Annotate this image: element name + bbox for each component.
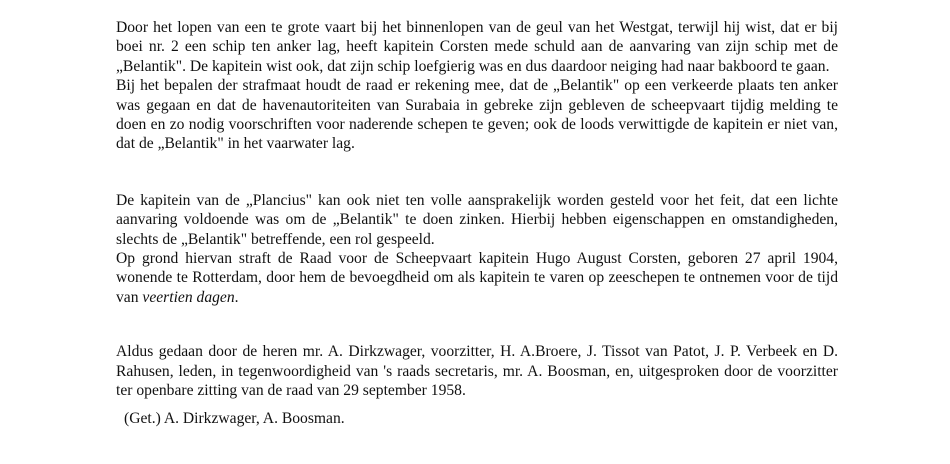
paragraph-verdict bbox=[116, 249, 838, 307]
paragraph-text: Door het lopen van een te grote vaart bij het binnenlopen van de geul van het Westgat, terwijl hij wist, dat er bij boei nr. 2 een schip ten anker lag, heeft kapitein Corsten mede schuld aan de aanvaring van zijn schip met de „Belantik". De kapitein wist ook, dat zijn schip loefgierig was en dus daardoor neiging had naar bakboord te gaan. bbox=[116, 19, 838, 75]
paragraph-text: Bij het bepalen der strafmaat houdt de raad er rekening mee, dat de „Belantik" op een verkeerde plaats ten anker was gegaan en dat de havenautoriteiten van Surabaia in gebreke zijn gebleven de scheepvaart tijdig melding te doen en zo nodig voorschriften voor naderende schepen te geven; ook de loods verwittigde de kapitein er niet van, dat de „Belantik" in het vaarwater lag. bbox=[116, 77, 838, 153]
paragraph-proceedings bbox=[116, 342, 838, 400]
paragraph-fault-finding bbox=[116, 18, 838, 76]
paragraph-text: De kapitein van de „Plancius" kan ook niet ten volle aansprakelijk worden gesteld voor het feit, dat een lichte aanvaring voldoende was om de „Belantik" te doen zinken. Hierbij hebben eigenschappen en omstandigheden, slechts de „Belantik" betreffende, een rol gespeeld. bbox=[116, 191, 838, 248]
paragraph-text: Op grond hiervan straft de Raad voor de Scheepvaart kapitein Hugo August Corsten, geboren 27 april 1904, wonende te Rotterdam, door hem de bevoegdheid om als kapitein te varen op zeeschepen te ontnemen voor de tijd van bbox=[116, 250, 838, 306]
paragraph-spacer bbox=[116, 307, 838, 342]
paragraph-spacer bbox=[116, 154, 838, 191]
paragraph-plancius-liability bbox=[116, 191, 838, 249]
penalty-duration: veertien dagen bbox=[142, 288, 235, 306]
signature-line: (Get.) A. Dirkzwager, A. Boosman. bbox=[124, 409, 345, 427]
paragraph-penalty-considerations bbox=[116, 76, 838, 154]
paragraph-spacer bbox=[116, 401, 838, 409]
paragraph-text: Aldus gedaan door de heren mr. A. Dirkzwager, voorzitter, H. A.Broere, J. Tissot van Patot, J. P. Verbeek en D. Rahusen, leden, in tegenwoordigheid van 's raads secretaris, mr. A. Boosman, en, uitgesproken door de voorzitter ter openbare zitting van de raad van 29 september 1958. bbox=[116, 343, 838, 400]
paragraph-text-end: . bbox=[234, 288, 239, 306]
document-page bbox=[116, 18, 838, 428]
